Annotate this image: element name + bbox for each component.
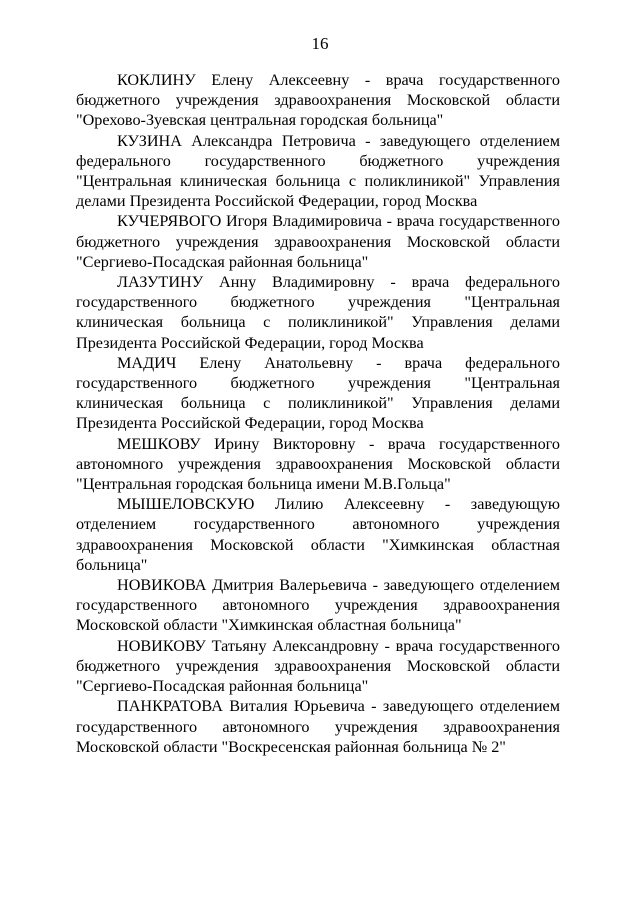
list-item: НОВИКОВА Дмитрия Валерьевича - заведующего отделением государственного автономного учреждения здравоохранения Московской области "Химкинская областная больница" <box>76 576 560 635</box>
list-item: МЕШКОВУ Ирину Викторовну - врача государственного автономного учреждения здравоохранения Московской области "Центральная городская больница имени М.В.Гольца" <box>76 434 560 494</box>
list-item: МАДИЧ Елену Анатольевну - врача федерального государственного бюджетного учреждения "Центральная клиническая больница с поликлиникой" Управления делами Президента Российской Федерации, город Москва <box>76 353 560 433</box>
list-item: ЛАЗУТИНУ Анну Владимировну - врача федерального государственного бюджетного учреждения "Центральная клиническая больница с поликлиникой" Управления делами Президента Российской Федерации, город Москва <box>76 273 560 352</box>
award-list <box>76 70 560 757</box>
list-item: ПАНКРАТОВА Виталия Юрьевича - заведующего отделением государственного автономного учреждения здравоохранения Московской области "Воскресенская районная больница № 2" <box>76 697 560 756</box>
list-item: КУЗИНА Александра Петровича - заведующего отделением федерального государственного бюджетного учреждения "Центральная клиническая больница с поликлиникой" Управления делами Президента Российской Федерации, город Москва <box>76 131 560 211</box>
list-item: КОКЛИНУ Елену Алексеевну - врача государственного бюджетного учреждения здравоохранения Московской области "Орехово-Зуевская центральная городская больница" <box>76 71 560 130</box>
list-item: НОВИКОВУ Татьяну Александровну - врача государственного бюджетного учреждения здравоохранения Московской области "Сергиево-Посадская районная больница" <box>76 636 560 696</box>
list-item: МЫШЕЛОВСКУЮ Лилию Алексеевну - заведующую отделением государственного автономного учреждения здравоохранения Московской области "Химкинская областная больница" <box>76 495 560 574</box>
page-number: 16 <box>311 34 329 53</box>
list-item: КУЧЕРЯВОГО Игоря Владимировича - врача государственного бюджетного учреждения здравоохранения Московской области "Сергиево-Посадская районная больница" <box>76 212 560 271</box>
